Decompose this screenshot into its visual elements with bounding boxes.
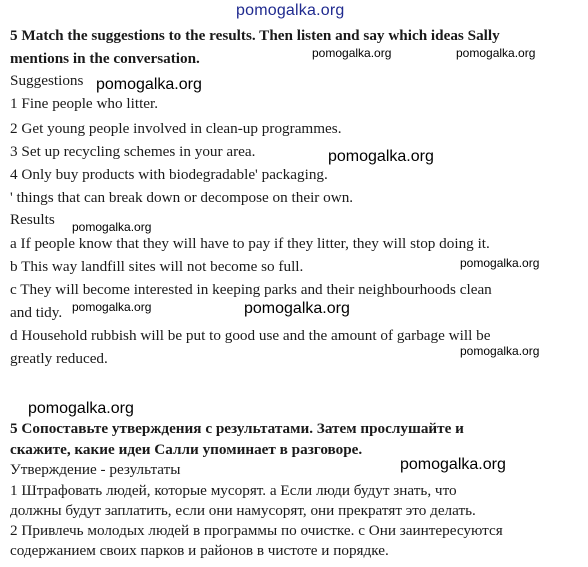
- watermark: pomogalka.org: [96, 76, 202, 93]
- watermark-top: pomogalka.org: [236, 2, 345, 19]
- watermark: pomogalka.org: [312, 46, 392, 60]
- footnote: ' things that can break down or decompose on their own.: [10, 189, 354, 206]
- watermark: pomogalka.org: [456, 46, 536, 60]
- watermark: pomogalka.org: [400, 456, 506, 473]
- ru-line-3: 2 Привлечь молодых людей в программы по очистке. с Они заинтересуются: [10, 522, 503, 539]
- ru-line-2: должны будут заплатить, если они намусорят, они прекратят это делать.: [10, 502, 476, 519]
- result-a: a If people know that they will have to pay if they litter, they will stop doing it.: [10, 235, 490, 252]
- result-c-line-2: and tidy.: [10, 304, 63, 321]
- task-title-line-2: mentions in the conversation.: [10, 50, 200, 67]
- result-c-line-1: c They will become interested in keeping parks and their neighbourhoods clean: [10, 281, 492, 298]
- watermark: pomogalka.org: [28, 400, 134, 417]
- ru-task-title-line-2: скажите, какие идеи Салли упоминает в разговоре.: [10, 441, 363, 458]
- watermark: pomogalka.org: [460, 344, 540, 358]
- watermark: pomogalka.org: [460, 256, 540, 270]
- results-heading: Results: [10, 211, 55, 228]
- suggestion-4: 4 Only buy products with biodegradable' packaging.: [10, 166, 328, 183]
- result-b: b This way landfill sites will not become so full.: [10, 258, 304, 275]
- ru-line-1: 1 Штрафовать людей, которые мусорят. а Если люди будут знать, что: [10, 482, 457, 499]
- suggestion-2: 2 Get young people involved in clean-up programmes.: [10, 120, 342, 137]
- suggestion-1: 1 Fine people who litter.: [10, 95, 159, 112]
- ru-subheading: Утверждение - результаты: [10, 461, 181, 478]
- result-d-line-2: greatly reduced.: [10, 350, 108, 367]
- result-d-line-1: d Household rubbish will be put to good use and the amount of garbage will be: [10, 327, 491, 344]
- task-title-line-1: 5 Match the suggestions to the results. Then listen and say which ideas Sally: [10, 27, 500, 44]
- ru-task-title-line-1: 5 Сопоставьте утверждения с результатами. Затем прослушайте и: [10, 420, 464, 437]
- ru-line-4: содержанием своих парков и районов в чистоте и порядке.: [10, 542, 389, 559]
- suggestion-3: 3 Set up recycling schemes in your area.: [10, 143, 256, 160]
- watermark: pomogalka.org: [244, 300, 350, 317]
- watermark: pomogalka.org: [328, 148, 434, 165]
- suggestions-heading: Suggestions: [10, 72, 84, 89]
- watermark: pomogalka.org: [72, 300, 152, 314]
- watermark: pomogalka.org: [72, 220, 152, 234]
